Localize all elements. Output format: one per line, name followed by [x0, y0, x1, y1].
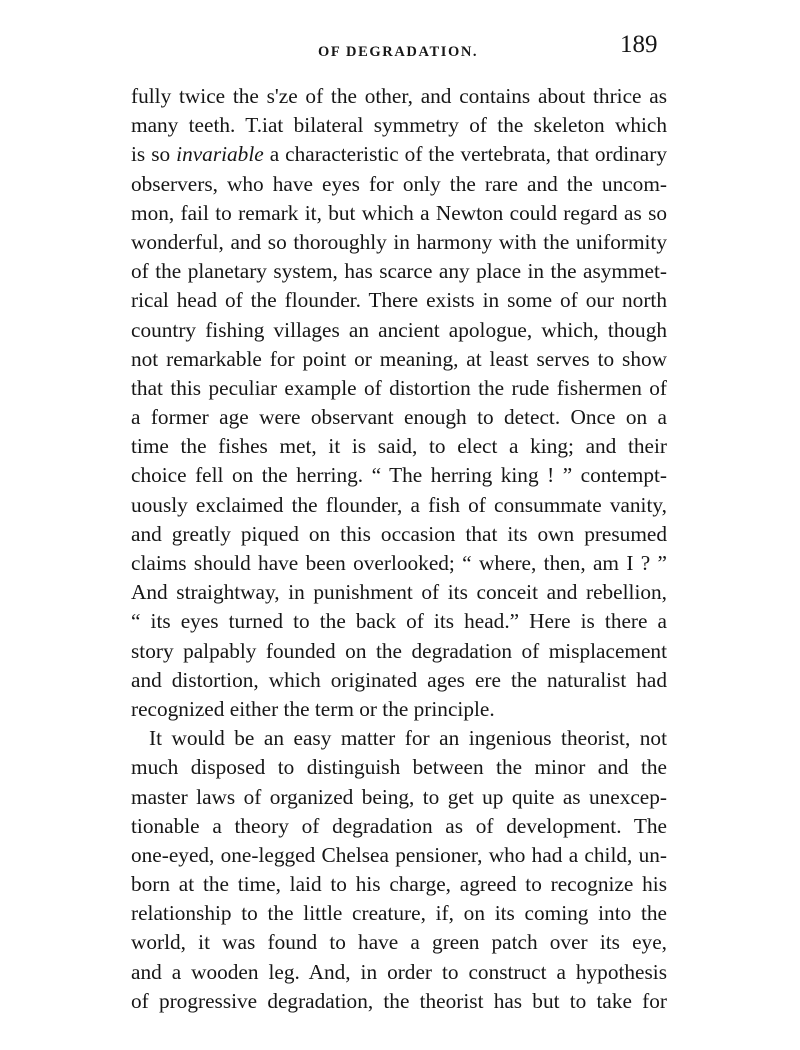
text-line: “ its eyes turned to the back of its head.” Here is there a	[131, 609, 667, 634]
text-line: and distortion, which originated ages ere the naturalist had	[131, 667, 667, 692]
text-line: claims should have been overlooked; “ where, then, am I ? ”	[131, 551, 667, 575]
text-line: country fishing villages an ancient apologue, which, though	[131, 317, 667, 342]
text-line: and greatly piqued on this occasion that its own presumed	[131, 521, 667, 546]
text-line: uously exclaimed the flounder, a fish of consummate vanity,	[131, 492, 667, 517]
text-line: It would be an easy matter for an ingenious theorist, not	[149, 726, 667, 751]
paragraph	[131, 724, 667, 1016]
text-line: And straightway, in punishment of its conceit and rebellion,	[131, 580, 667, 605]
text-line: that this peculiar example of distortion the rude fishermen of	[131, 375, 667, 400]
text-line: world, it was found to have a green patch over its eye,	[131, 930, 667, 955]
text-line: choice fell on the herring. “ The herring king ! ” contempt-	[131, 463, 667, 488]
text-line: and a wooden leg. And, in order to construct a hypothesis	[131, 959, 667, 984]
text-line: relationship to the little creature, if, on its coming into the	[131, 901, 667, 926]
text-line: a former age were observant enough to detect. Once on a	[131, 405, 667, 430]
text-line: of progressive degradation, the theorist has but to take for	[131, 988, 667, 1013]
text-line: not remarkable for point or meaning, at least serves to show	[131, 346, 667, 371]
page-number: 189	[620, 31, 658, 58]
text-line: story palpably founded on the degradation of misplacement	[131, 638, 667, 663]
body-text	[131, 82, 667, 1016]
text-line: one-eyed, one-legged Chelsea pensioner, who had a child, un-	[131, 842, 667, 867]
text-line: observers, who have eyes for only the rare and the uncom-	[131, 171, 667, 196]
text-line: tionable a theory of degradation as of development. The	[131, 813, 667, 838]
text-line: master laws of organized being, to get up quite as unexcep-	[131, 784, 667, 809]
text-line: wonderful, and so thoroughly in harmony with the uniformity	[131, 229, 667, 254]
text-line: fully twice the s'ze of the other, and contains about thrice as	[131, 84, 667, 108]
text-line: recognized either the term or the principle.	[131, 696, 495, 721]
text-line: born at the time, laid to his charge, agreed to recognize his	[131, 872, 667, 897]
text-line: many teeth. T.iat bilateral symmetry of the skeleton which	[131, 113, 667, 138]
paragraph	[131, 82, 667, 724]
text-line: much disposed to distinguish between the minor and the	[131, 755, 667, 780]
text-line: is so invariable a characteristic of the vertebrata, that ordinary	[131, 142, 667, 167]
running-head: OF DEGRADATION.	[318, 44, 479, 60]
text-line: mon, fail to remark it, but which a Newton could regard as so	[131, 200, 667, 225]
text-line: of the planetary system, has scarce any place in the asymmet-	[131, 259, 667, 284]
text-line: rical head of the flounder. There exists in some of our north	[131, 288, 667, 313]
text-line: time the fishes met, it is said, to elect a king; and their	[131, 434, 667, 459]
